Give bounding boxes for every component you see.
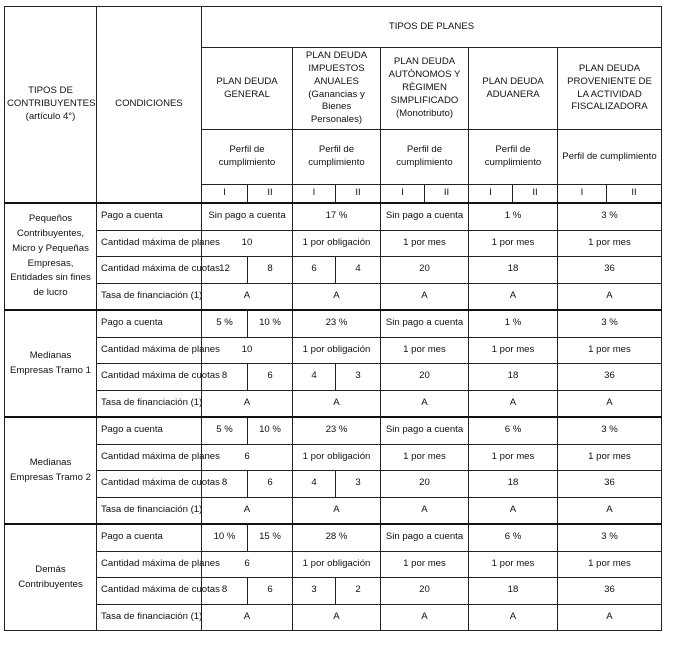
- cell-value: 6: [202, 444, 293, 471]
- condition-tasa: Tasa de financiación (1): [97, 390, 202, 417]
- table-row: [5, 390, 662, 417]
- cell-value: Sin pago a cuenta: [381, 417, 469, 444]
- cell-value: A: [293, 604, 381, 631]
- cell-value: 1 por obligación: [293, 337, 381, 364]
- cell-value: 6: [248, 578, 293, 605]
- cell-value: A: [558, 497, 662, 524]
- table-row: [5, 444, 662, 471]
- sub-header-i: I: [381, 185, 425, 204]
- cell-value: 8: [248, 257, 293, 284]
- cell-value: 1 %: [469, 203, 558, 230]
- cell-value: A: [202, 390, 293, 417]
- condition-cuotas: Cantidad máxima de cuotas: [97, 257, 202, 284]
- condition-pago: Pago a cuenta: [97, 524, 202, 551]
- perfil-header: Perfil de cumplimiento: [469, 130, 558, 185]
- cell-value: 18: [469, 257, 558, 284]
- cell-value: A: [558, 390, 662, 417]
- condition-planes: Cantidad máxima de planes: [97, 337, 202, 364]
- cell-value: 36: [558, 471, 662, 498]
- perfil-header: Perfil de cumplimiento: [293, 130, 381, 185]
- cell-value: 36: [558, 257, 662, 284]
- cell-value: A: [202, 604, 293, 631]
- cell-value: A: [202, 497, 293, 524]
- cell-value: 10: [202, 230, 293, 257]
- cell-value: 10 %: [248, 310, 293, 337]
- cell-value: A: [293, 497, 381, 524]
- cell-value: 3: [336, 471, 381, 498]
- cell-value: 1 por mes: [469, 337, 558, 364]
- cell-value: 5 %: [202, 310, 248, 337]
- cell-value: A: [469, 604, 558, 631]
- group-name-tramo-1: Medianas Empresas Tramo 1: [5, 310, 97, 417]
- cell-value: 1 por mes: [469, 444, 558, 471]
- cell-value: 2: [336, 578, 381, 605]
- cell-value: A: [558, 604, 662, 631]
- cell-value: 1 por mes: [381, 444, 469, 471]
- cell-value: 6 %: [469, 524, 558, 551]
- condition-cuotas: Cantidad máxima de cuotas: [97, 471, 202, 498]
- table-row: [5, 551, 662, 578]
- table-row: [5, 471, 662, 498]
- condition-cuotas: Cantidad máxima de cuotas: [97, 578, 202, 605]
- cell-value: 6: [293, 257, 336, 284]
- sub-header-ii: II: [513, 185, 558, 204]
- cell-value: 8: [202, 578, 248, 605]
- table-row: [5, 417, 662, 444]
- tipos-de-planes-header: TIPOS DE PLANES: [202, 7, 662, 48]
- cell-value: 3 %: [558, 310, 662, 337]
- cell-value: 36: [558, 578, 662, 605]
- group-name-demas: Demás Contribuyentes: [5, 524, 97, 631]
- cell-value: A: [469, 283, 558, 310]
- cell-value: 4: [293, 471, 336, 498]
- cell-value: 1 por obligación: [293, 230, 381, 257]
- cell-value: 1 por mes: [381, 551, 469, 578]
- cell-value: A: [381, 390, 469, 417]
- cell-value: A: [381, 497, 469, 524]
- cell-value: 15 %: [248, 524, 293, 551]
- cell-value: 8: [202, 471, 248, 498]
- condition-planes: Cantidad máxima de planes: [97, 230, 202, 257]
- cell-value: 3 %: [558, 524, 662, 551]
- condition-pago: Pago a cuenta: [97, 417, 202, 444]
- cell-value: A: [469, 497, 558, 524]
- tax-plans-table: [4, 6, 662, 631]
- plans-table-container: [4, 6, 661, 631]
- cell-value: 12: [202, 257, 248, 284]
- cell-value: 23 %: [293, 310, 381, 337]
- cell-value: A: [293, 390, 381, 417]
- cell-value: 10 %: [202, 524, 248, 551]
- sub-header-i: I: [558, 185, 607, 204]
- group-name-pequenos: Pequeños Contribuyentes, Micro y Pequeñas Empresas, Entidades sin fines de lucro: [5, 203, 97, 310]
- condition-planes: Cantidad máxima de planes: [97, 551, 202, 578]
- condition-pago: Pago a cuenta: [97, 203, 202, 230]
- cell-value: 3: [336, 364, 381, 391]
- table-row: [5, 578, 662, 605]
- cell-value: 1 por obligación: [293, 444, 381, 471]
- cell-value: Sin pago a cuenta: [381, 203, 469, 230]
- cell-value: 10: [202, 337, 293, 364]
- cell-value: 20: [381, 471, 469, 498]
- perfil-header: Perfil de cumplimiento: [202, 130, 293, 185]
- table-row: [5, 524, 662, 551]
- group-name-tramo-2: Medianas Empresas Tramo 2: [5, 417, 97, 524]
- plan-header-aduanera: PLAN DEUDA ADUANERA: [469, 48, 558, 130]
- cell-value: 6: [248, 471, 293, 498]
- sub-header-i: I: [202, 185, 248, 204]
- cell-value: Sin pago a cuenta: [202, 203, 293, 230]
- perfil-header: Perfil de cumplimiento: [558, 130, 662, 185]
- cell-value: 1 por mes: [469, 230, 558, 257]
- plan-header-general: PLAN DEUDA GENERAL: [202, 48, 293, 130]
- plan-header-anuales: PLAN DEUDA IMPUESTOS ANUALES (Ganancias y Bienes Personales): [293, 48, 381, 130]
- table-row: [5, 310, 662, 337]
- condition-tasa: Tasa de financiación (1): [97, 497, 202, 524]
- sub-header-i: I: [293, 185, 336, 204]
- condition-pago: Pago a cuenta: [97, 310, 202, 337]
- cell-value: 4: [293, 364, 336, 391]
- plan-header-autonomos: PLAN DEUDA AUTÓNOMOS Y RÉGIMEN SIMPLIFICADO (Monotributo): [381, 48, 469, 130]
- cell-value: A: [202, 283, 293, 310]
- condition-planes: Cantidad máxima de planes: [97, 444, 202, 471]
- table-row: [5, 257, 662, 284]
- condition-tasa: Tasa de financiación (1): [97, 283, 202, 310]
- perfil-header: Perfil de cumplimiento: [381, 130, 469, 185]
- cell-value: 18: [469, 578, 558, 605]
- cell-value: 4: [336, 257, 381, 284]
- cell-value: A: [469, 390, 558, 417]
- cell-value: 8: [202, 364, 248, 391]
- table-row: [5, 230, 662, 257]
- condition-tasa: Tasa de financiación (1): [97, 604, 202, 631]
- cell-value: 1 por obligación: [293, 551, 381, 578]
- cell-value: A: [293, 283, 381, 310]
- cell-value: 3 %: [558, 417, 662, 444]
- table-row: [5, 364, 662, 391]
- table-row: [5, 604, 662, 631]
- cell-value: 20: [381, 257, 469, 284]
- cell-value: 20: [381, 364, 469, 391]
- cell-value: Sin pago a cuenta: [381, 310, 469, 337]
- cell-value: 20: [381, 578, 469, 605]
- cell-value: 1 por mes: [381, 337, 469, 364]
- sub-header-ii: II: [607, 185, 662, 204]
- cell-value: 3: [293, 578, 336, 605]
- cell-value: A: [381, 604, 469, 631]
- cell-value: 1 por mes: [558, 444, 662, 471]
- cell-value: 6: [248, 364, 293, 391]
- cell-value: 28 %: [293, 524, 381, 551]
- cell-value: 17 %: [293, 203, 381, 230]
- table-row: [5, 283, 662, 310]
- sub-header-i: I: [469, 185, 513, 204]
- cell-value: 23 %: [293, 417, 381, 444]
- cell-value: 1 por mes: [469, 551, 558, 578]
- cell-value: 1 por mes: [558, 337, 662, 364]
- cell-value: A: [558, 283, 662, 310]
- cell-value: 36: [558, 364, 662, 391]
- cell-value: 1 por mes: [381, 230, 469, 257]
- cell-value: 5 %: [202, 417, 248, 444]
- condition-cuotas: Cantidad máxima de cuotas: [97, 364, 202, 391]
- sub-header-ii: II: [248, 185, 293, 204]
- tipos-contribuyentes-header: TIPOS DE CONTRIBUYENTES (artículo 4°): [5, 7, 97, 204]
- cell-value: 1 por mes: [558, 551, 662, 578]
- cell-value: 18: [469, 364, 558, 391]
- cell-value: 18: [469, 471, 558, 498]
- cell-value: 10 %: [248, 417, 293, 444]
- table-row: [5, 203, 662, 230]
- table-row: [5, 337, 662, 364]
- cell-value: A: [381, 283, 469, 310]
- cell-value: 3 %: [558, 203, 662, 230]
- cell-value: 6: [202, 551, 293, 578]
- cell-value: 1 %: [469, 310, 558, 337]
- plan-header-fiscal: PLAN DEUDA PROVENIENTE DE LA ACTIVIDAD FISCALIZADORA: [558, 48, 662, 130]
- cell-value: 6 %: [469, 417, 558, 444]
- cell-value: 1 por mes: [558, 230, 662, 257]
- sub-header-ii: II: [425, 185, 469, 204]
- table-row: [5, 497, 662, 524]
- cell-value: Sin pago a cuenta: [381, 524, 469, 551]
- condiciones-header: CONDICIONES: [97, 7, 202, 204]
- sub-header-ii: II: [336, 185, 381, 204]
